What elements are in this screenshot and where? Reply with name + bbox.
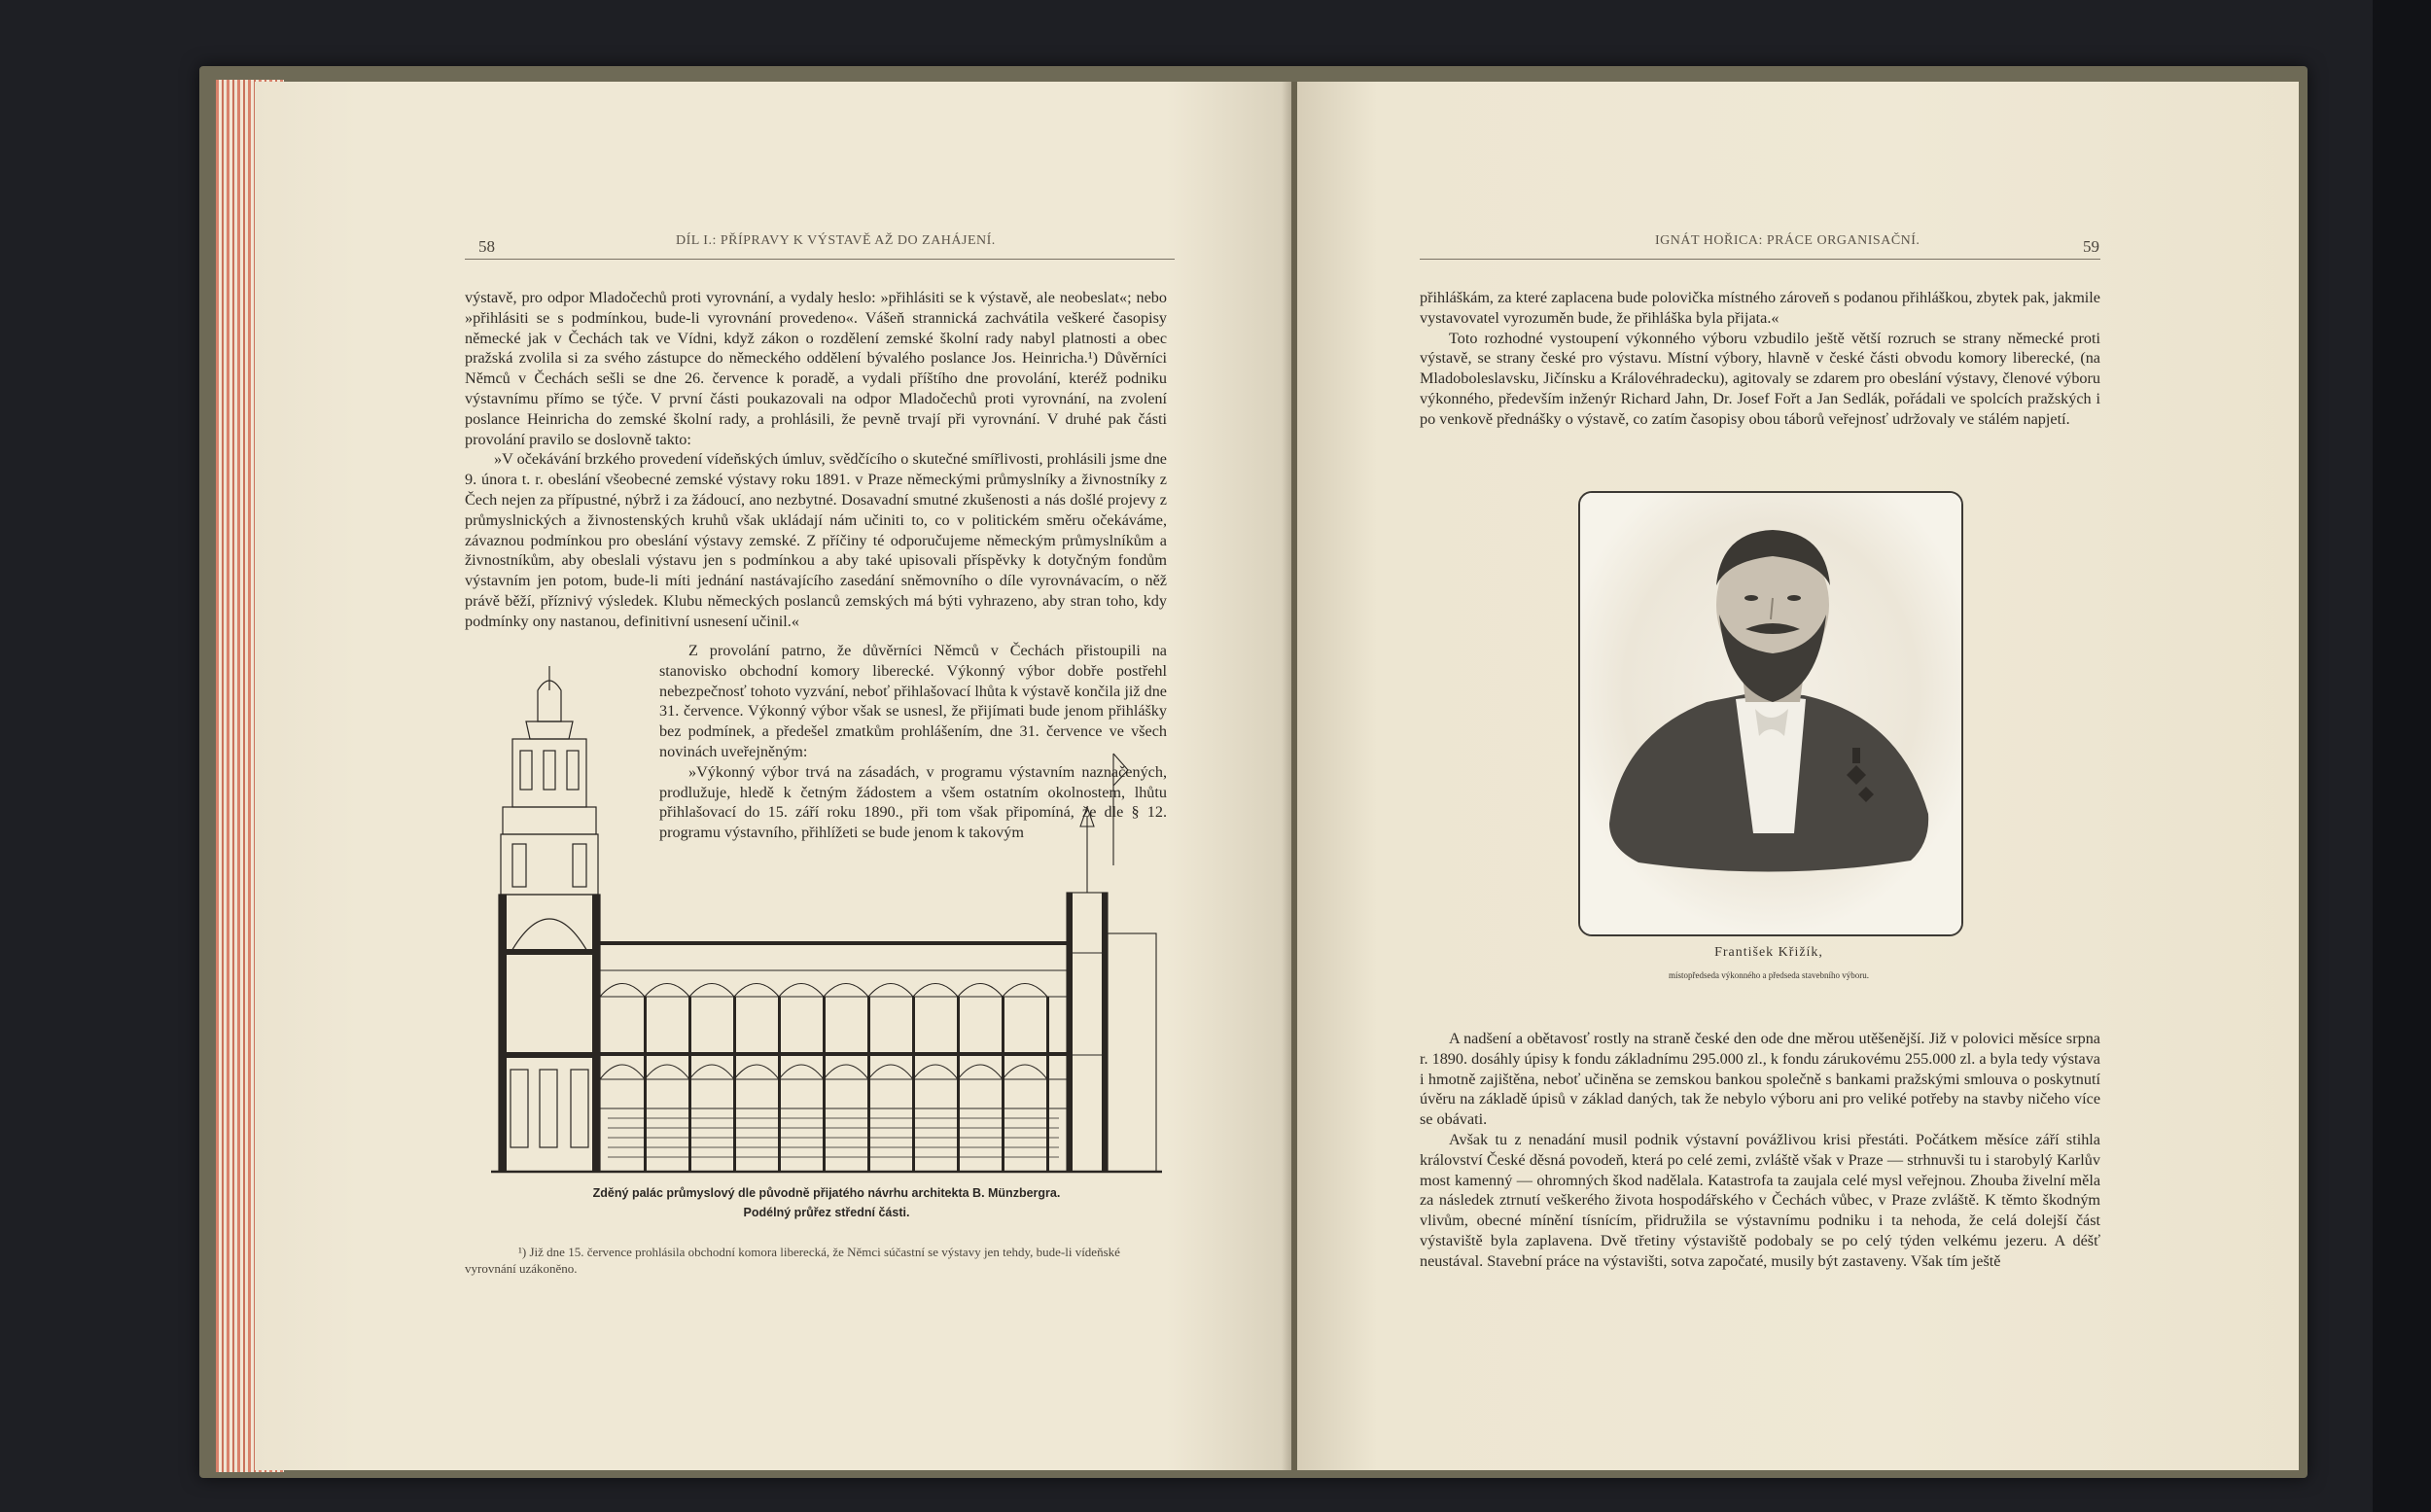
left-header-rule	[465, 259, 1175, 260]
right-text-bottom	[1420, 1029, 2100, 1272]
left-footnote: ¹) Již dne 15. července prohlásila obchodní komora liberecká, že Němci súčastní se výstavy jen tehdy, bude-li vídeňské vyrovnání uzákoněno.	[465, 1245, 1120, 1276]
portrait-frame	[1578, 491, 1963, 936]
portrait-caption-role: místopředseda výkonného a předseda stavebního výboru.	[1669, 970, 1869, 980]
left-paragraph-2: »V očekávání brzkého provedení vídeňských úmluv, svědčícího o skutečné smířlivosti, prohlásili jsme dne 9. února t. r. obeslání všeobecné zemské výstavy roku 1891. v Praze německými průmyslníky a živnostníky z Čech nejen za přípustné, nýbrž i za žádoucí, ano nezbytné. Dosavadní smutné zkušenosti a nás došlé projevy z průmyslnických a živnostenských kruhů však ukládají nám učiniti to, co v politickém směru očekáváme, závaznou podmínkou pro obeslání výstavy zemské. Z příčiny té odporučujeme německým průmyslníkům a živnostníkům, aby obeslali výstavu jen s podmínkou a aby také upisovali příspěvky k dotyčným fondům výstavním jen potom, bude-li míti jednání nastávajícího zasedání sněmovního o díle vyrovnávacím, o něž právě běží, příznivý výsledek. Klubu německých poslanců zemských má býti vyhrazeno, aby stran toho, kdy podmínky ony nastanou, definitivní usnesení učinil.«	[465, 450, 1167, 630]
portrait-caption-name: František Křižík,	[1714, 945, 1823, 960]
right-running-header: IGNÁT HOŘICA: PRÁCE ORGANISAČNÍ.	[1655, 233, 1920, 248]
left-side-paragraph-1: Z provolání patrno, že důvěrníci Němců v Čechách přistoupili na stanovisko obchodní komory liberecké. Výkonný výbor dobře postřehl nebezpečnosť tohoto vyzvání, neboť přihlašovací lhůta k výstavě končila již dne 31. července. Výkonný výbor však se usnesl, že přijímati bude jenom přihlášky bez podmínek, a předešel zmatkům prohlášením, dne 31. července ve všech novinách uveřejněným:	[659, 642, 1167, 760]
figure-caption-2: Podélný průřez střední části.	[743, 1206, 910, 1219]
portrait-image	[1580, 493, 1961, 934]
right-paragraph-4: Avšak tu z nenadání musil podnik výstavní povážlivou krisi přestáti. Počátkem měsíce září stihla království České děsná povodeň, která po celé zemi, zvláště však v Praze — strhnuvši tu i starobylý Karlův most kamenný — ohromných škod nadělala. Katastrofa ta zaujala celé mysl veřejnou. Zhouba živelní měla za následek ztrnutí veškerého života hospodářského v Čechách vůbec, v Praze zvláště. K těmto škodným vlivům, obecné mínění tísnícím, přidružila se výstavnímu podniku i ta nehoda, že celá dolejší část výstaviště byla zaplavena. Dvě třetiny výstaviště podobaly se po celý týden velkému jezeru. A déšť neustával. Stavební práce na výstavišti, sotva započaté, musily být zastaveny. Však tím ještě	[1420, 1130, 2100, 1270]
left-folio: 58	[478, 237, 495, 256]
right-paragraph-3: A nadšení a obětavosť rostly na straně české den ode dne měrou utěšenější. Již v polovici měsíce srpna r. 1890. dosáhly úpisy k fondu základnímu 295.000 zl., k fondu zárukovému 255.000 zl. a byla tedy výstava i hmotně zajištěna, neboť učiněna se zemskou bankou společně s bankami pražskými smlouva o poskytnutí úvěru na základě úpisů v základ daných, tak že nebylo výboru ani pro veliké potřeby na stavby ničeho více se obávati.	[1420, 1030, 2100, 1129]
right-folio: 59	[2083, 237, 2099, 256]
right-paragraph-1: přihláškám, za které zaplacena bude polovička místného zároveň s podanou přihláškou, zbytek pak, jakmile vystavovatel vyrozuměn bude, že přihláška byla přijata.«	[1420, 289, 2100, 327]
left-running-header: DÍL I.: PŘÍPRAVY K VÝSTAVĚ AŽ DO ZAHÁJENÍ.	[676, 233, 996, 248]
right-text-top	[1420, 288, 2100, 430]
figure-caption-1: Zděný palác průmyslový dle původně přijatého návrhu architekta B. Münzbergra.	[592, 1186, 1061, 1200]
left-paragraph-1: výstavě, pro odpor Mladočechů proti vyrovnání, a vydaly heslo: »přihlásiti se k výstavě, ale neobeslat«; nebo »přihlásiti se s podmínkou, bude-li vyrovnání provedeno«. Vášeň strannická zachvátila veškeré časopisy německé jak v Čechách tak ve Vídni, když zákon o rozdělení zemské školní rady nabyl platnosti a obec pražská zvolila si za svého zástupce do německého oddělení bývalého poslance Jos. Heinricha.¹) Důvěrníci Němců v Čechách sešli se dne 26. července k poradě, a vydali příštího dne provolání, kteréž podniku výstavnímu přímo se týče. V první části poukazovali na odpor Mladočechů proti vyrovnání, na zvolení poslance Heinricha do zemské školní rady, a prohlásili, že pevně trvají při vyrovnání. V druhé pak části provolání pravilo se doslovně takto:	[465, 289, 1167, 448]
left-text-top	[465, 288, 1167, 632]
background-right	[2373, 0, 2431, 1512]
palace-cross-section-drawing	[491, 661, 1172, 1177]
right-header-rule	[1420, 259, 2100, 260]
right-paragraph-2: Toto rozhodné vystoupení výkonného výboru vzbudilo ještě větší rozruch se strany německé proti výstavě, se strany české pro výstavu. Místní výbory, hlavně v české části obvodu komory liberecké, (na Mladoboleslavsku, Jičínsku a Královéhradecku), agitovaly se zdarem pro obeslání výstavy, členové výboru výkonného, především inženýr Richard Jahn, Dr. Josef Fořt a Jan Sedlák, pořádali ve spolcích pražských i po venkově přednášky o výstavě, co zatím časopisy obou táborů veřejnosť udržovaly ve stálém napjetí.	[1420, 329, 2100, 428]
left-side-paragraph-2: »Výkonný výbor trvá na zásadách, v programu výstavním naznačených, prodlužuje, hledě k četným žádostem a všem ostatním okolnostem, lhůtu přihlašovací do 15. září roku 1890., při tom však připomíná, že dle § 12. programu výstavního, přihlížeti se bude jenom k takovým	[659, 762, 1167, 842]
